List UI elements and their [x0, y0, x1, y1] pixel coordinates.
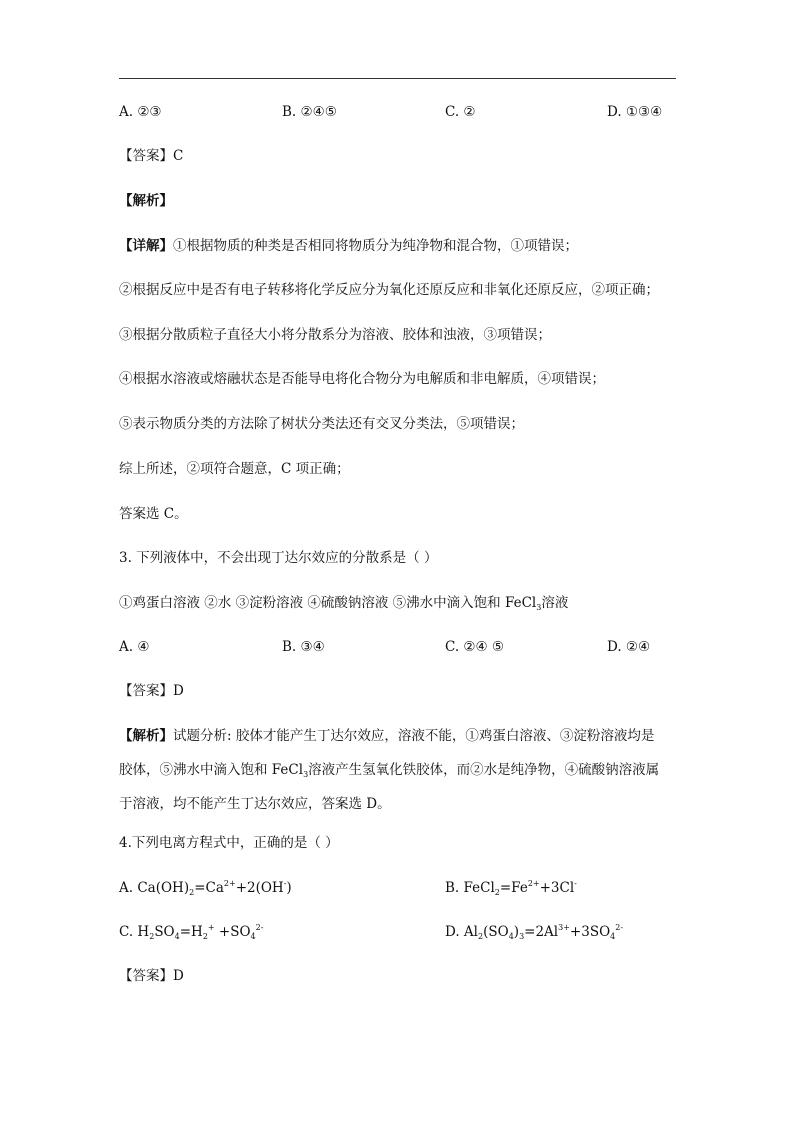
q2-detail-line-5: ⑤表示物质分类的方法除了树状分类法还有交叉分类法，⑤项错误； — [119, 416, 524, 432]
q4-stem: 4.下列电离方程式中，正确的是（ ） — [119, 835, 339, 851]
q4-option-c: C. $H_2SO_4=H_2^+ +SO_4^{2-}$ — [119, 923, 264, 941]
q3-option-d: D. ②④ — [607, 639, 651, 655]
q2-detail-label: 【详解】 — [119, 238, 173, 254]
q4-option-b: B. $FeCl_2=Fe^{2+}+3Cl^-$ — [445, 879, 577, 897]
header-rule — [119, 78, 676, 79]
q3-analysis-line-3: 于溶液，均不能产生丁达尔效应，答案选 D。 — [119, 796, 391, 812]
q3-stem: 3. 下列液体中，不会出现丁达尔效应的分散系是（ ） — [119, 550, 438, 566]
q3-option-c: C. ②④ ⑤ — [445, 639, 505, 655]
q3-option-a: A. ④ — [119, 639, 150, 655]
q3-analysis-text-2b: 溶液产生氢氧化铁胶体，而②水是纯净物，④硫酸钠溶液属 — [308, 762, 660, 778]
q2-option-c: C. ② — [445, 104, 476, 120]
q4-answer: 【答案】D — [119, 968, 184, 984]
q4-option-d: D. $Al_2(SO_4)_3=2Al^{3+}+3SO_4^{2-}$ — [445, 923, 624, 941]
q3-analysis-label: 【解析】 — [119, 728, 173, 744]
q2-option-b: B. ②④⑤ — [282, 104, 337, 120]
q2-detail-line-4: ④根据水溶液或熔融状态是否能导电将化合物分为电解质和非电解质，④项错误； — [119, 371, 605, 387]
q3-items-suffix: 溶液 — [541, 595, 569, 611]
q2-final-answer: 答案选 C。 — [119, 506, 188, 522]
q3-analysis-line-1 — [119, 726, 654, 746]
q3-answer: 【答案】D — [119, 683, 184, 699]
q4-option-a: A. $Ca(OH)_2=Ca^{2+}+2(OH^-)$ — [119, 879, 292, 897]
q2-detail-line-3: ③根据分散质粒子直径大小将分散系分为溶液、胶体和浊液，③项错误； — [119, 327, 551, 343]
q3-items — [119, 593, 568, 613]
q3-analysis-subscript: 3 — [303, 770, 309, 779]
q2-summary: 综上所述，②项符合题意，C 项正确； — [119, 461, 350, 477]
q3-items-text: ①鸡蛋白溶液 ②水 ③淀粉溶液 ④硫酸钠溶液 ⑤沸水中滴入饱和 FeCl — [119, 595, 537, 611]
q2-answer: 【答案】C — [119, 148, 184, 164]
q2-detail-line-2: ②根据反应中是否有电子转移将化学反应分为氧化还原反应和非氧化还原反应，②项正确； — [119, 282, 659, 298]
q2-analysis-label: 【解析】 — [119, 193, 173, 209]
q3-analysis-text-1: 试题分析: 胶体才能产生丁达尔效应，溶液不能，①鸡蛋白溶液、③淀粉溶液均是 — [173, 728, 655, 744]
q3-items-subscript: 3 — [536, 603, 542, 612]
q2-option-a: A. ②③ — [119, 104, 162, 120]
q2-detail-line-1 — [119, 236, 578, 256]
q3-option-b: B. ③④ — [282, 639, 325, 655]
q3-analysis-line-2 — [119, 760, 659, 780]
q2-detail-text-1: ①根据物质的种类是否相同将物质分为纯净物和混合物，①项错误； — [173, 238, 578, 254]
q2-option-d: D. ①③④ — [607, 104, 663, 120]
q3-analysis-text-2a: 胶体，⑤沸水中滴入饱和 FeCl — [119, 762, 304, 778]
